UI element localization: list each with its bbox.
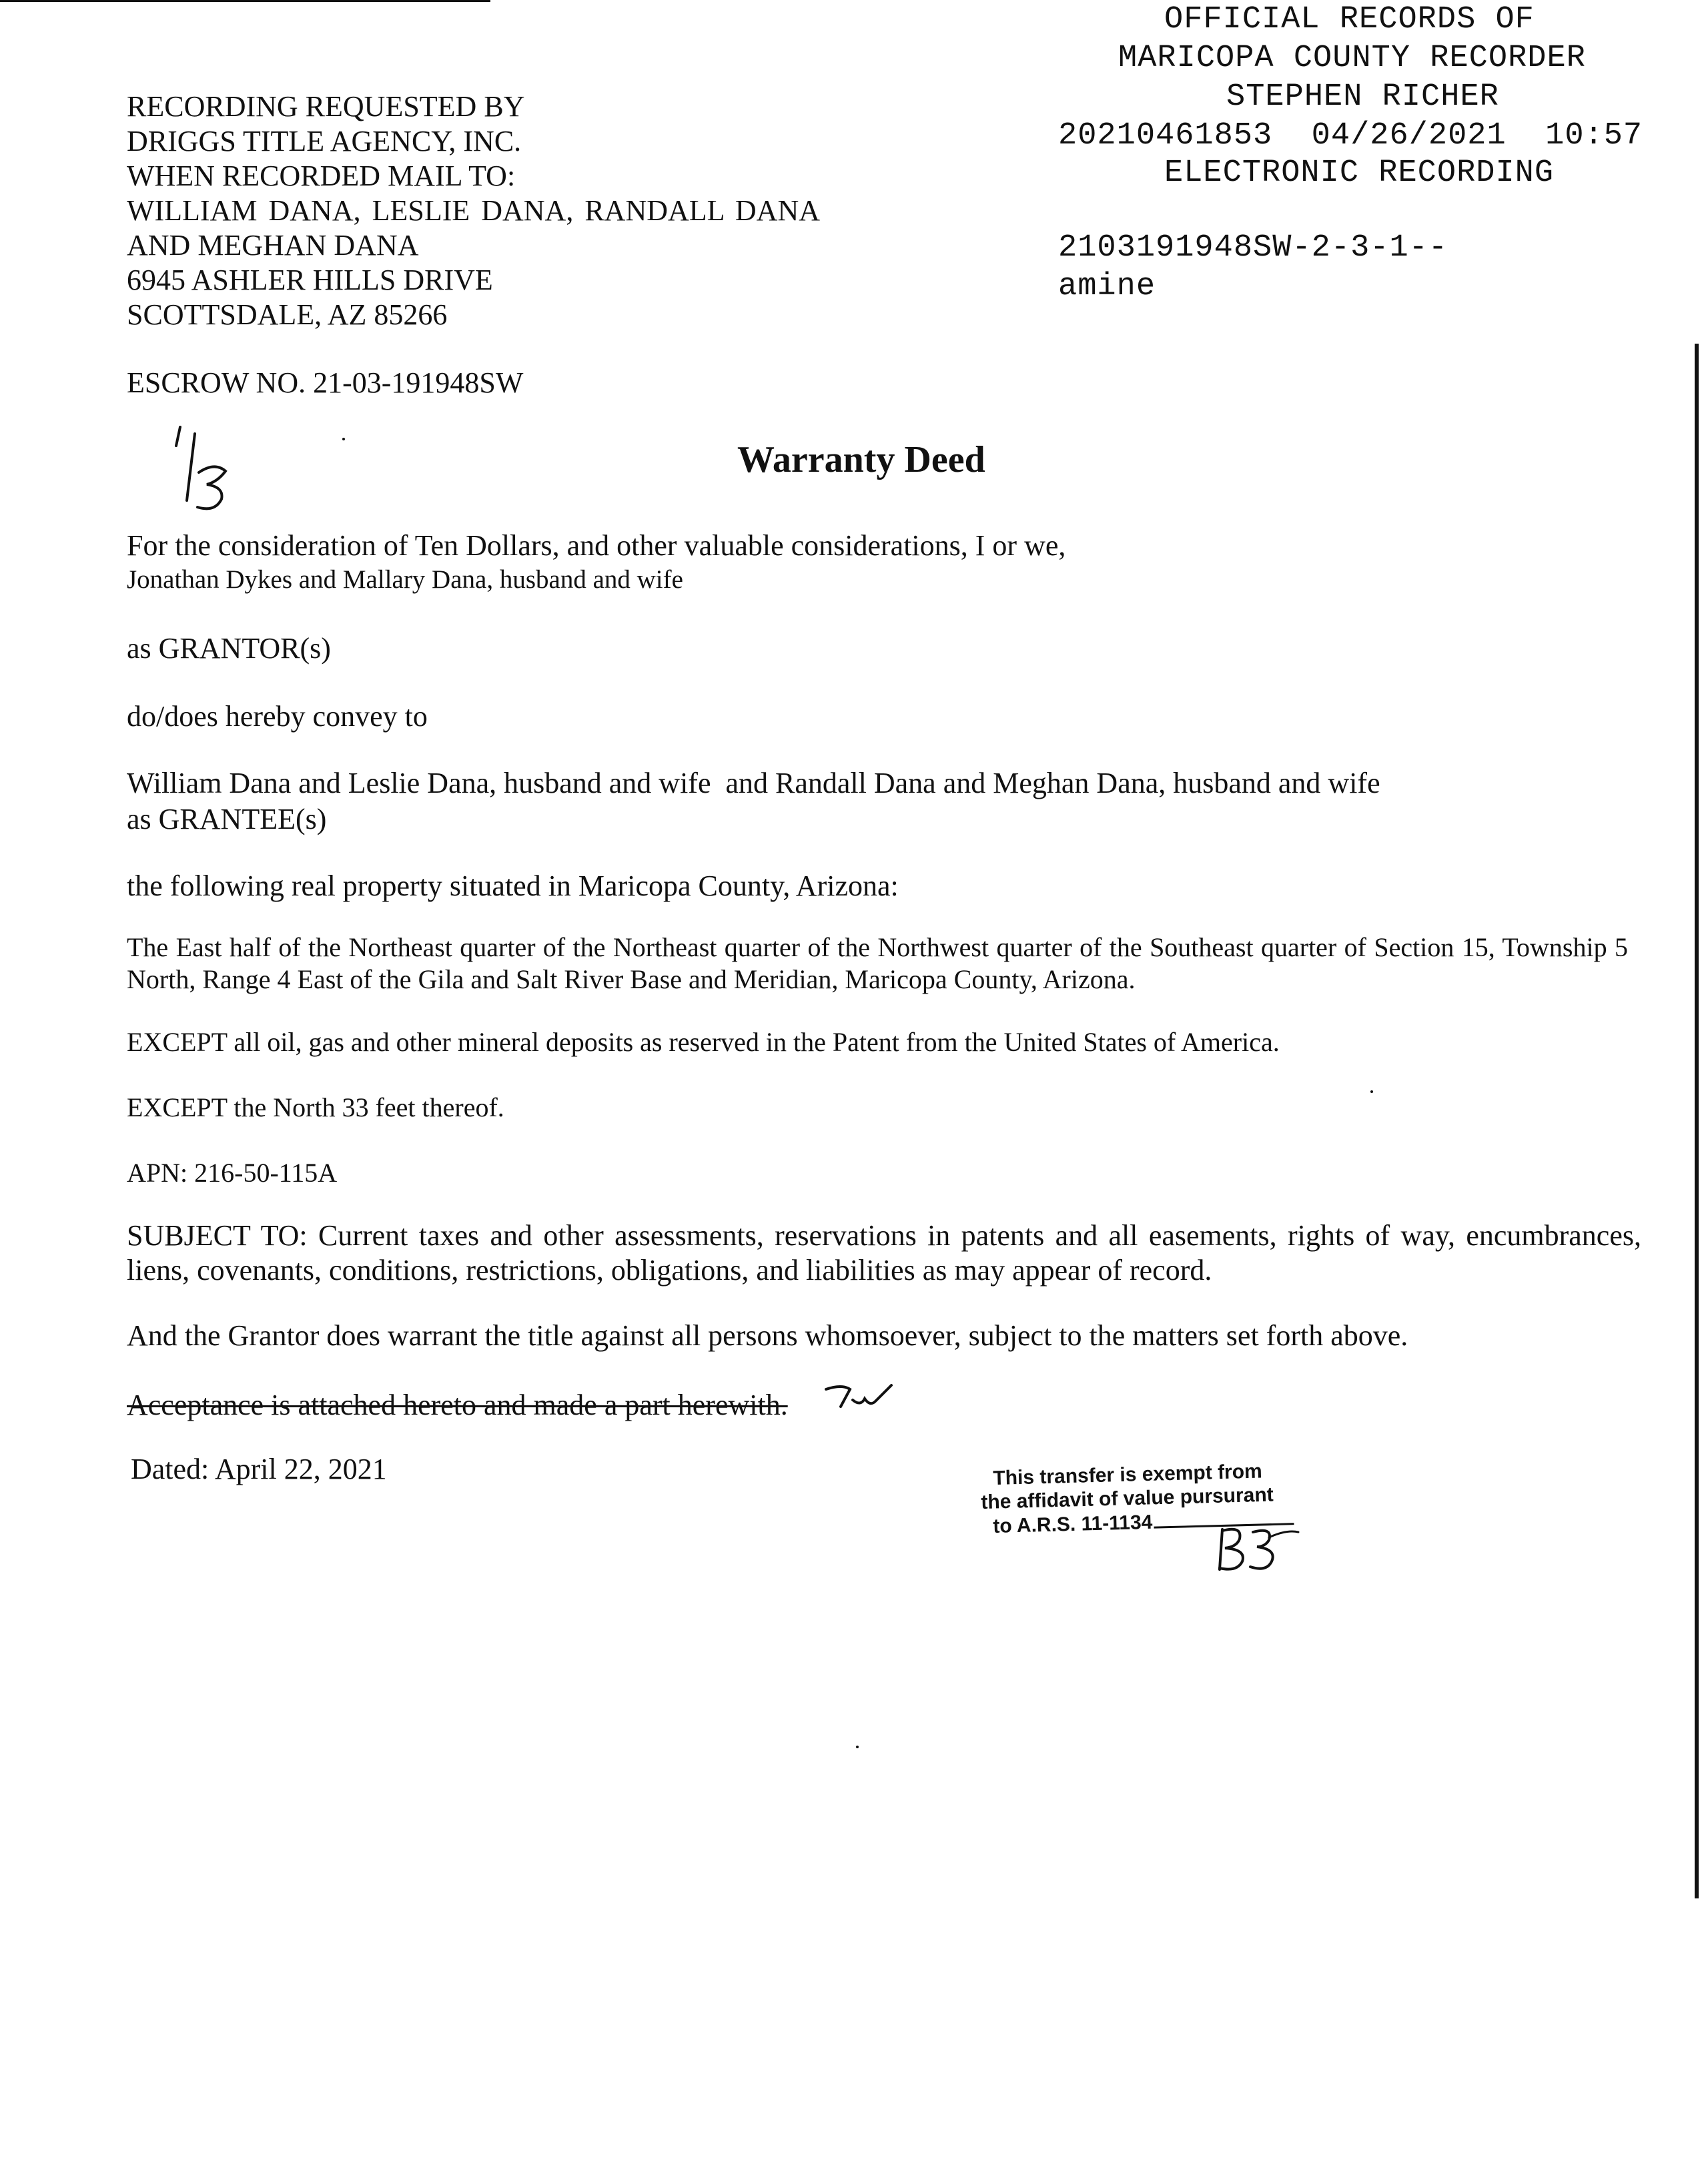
- stamp-ref-code: 2103191948SW-2-3-1--: [1058, 230, 1448, 266]
- warranty-clause: And the Grantor does warrant the title against all persons whomsoever, subject to the matters set forth above.: [127, 1319, 1408, 1352]
- scan-dot: [342, 438, 345, 440]
- exempt-line-1: This transfer is exempt from: [992, 1460, 1263, 1489]
- handwritten-page-number: [167, 420, 267, 520]
- handwritten-initials-bb: [1213, 1523, 1306, 1576]
- stamp-line-electronic: ELECTRONIC RECORDING: [1164, 155, 1555, 191]
- stamp-line-official-records: OFFICIAL RECORDS OF: [1164, 2, 1535, 37]
- dated-text: Dated: April 22, 2021: [131, 1453, 387, 1485]
- scan-edge-top: [0, 0, 490, 2]
- recording-line: AND MEGHAN DANA: [127, 229, 419, 262]
- handwritten-initials-acceptance: [822, 1380, 895, 1420]
- stamp-line-record-number: 20210461853 04/26/2021 10:57: [1058, 118, 1643, 153]
- stamp-operator: amine: [1058, 269, 1156, 304]
- recording-line: 6945 ASHLER HILLS DRIVE: [127, 264, 493, 296]
- apn-number: APN: 216-50-115A: [127, 1158, 338, 1188]
- consideration-text: For the consideration of Ten Dollars, and other valuable considerations, I or we,: [127, 529, 1066, 562]
- recording-line: WHEN RECORDED MAIL TO:: [127, 159, 516, 192]
- property-intro: the following real property situated in Maricopa County, Arizona:: [127, 869, 899, 902]
- recording-line: RECORDING REQUESTED BY: [127, 90, 525, 123]
- stamp-line-county-recorder: MARICOPA COUNTY RECORDER: [1118, 41, 1586, 76]
- document-title: Warranty Deed: [737, 439, 985, 480]
- except-mineral: EXCEPT all oil, gas and other mineral deposits as reserved in the Patent from the United States of America.: [127, 1027, 1280, 1057]
- scan-dot: [856, 1746, 859, 1748]
- grantee-names: William Dana and Leslie Dana, husband and wife and Randall Dana and Meghan Dana, husband and wife: [127, 767, 1380, 799]
- grantor-names: Jonathan Dykes and Mallary Dana, husband and wife: [127, 565, 683, 594]
- acceptance-struck: Acceptance is attached hereto and made a part herewith.: [127, 1389, 788, 1421]
- except-north: EXCEPT the North 33 feet thereof.: [127, 1092, 504, 1122]
- subject-to-clause: SUBJECT TO: Current taxes and other assessments, reservations in patents and all easements, rights of way, encumbrances, liens, covenants, conditions, restrictions, obligations, and liabilities as may appear of record.: [127, 1219, 1641, 1287]
- convey-text: do/does hereby convey to: [127, 700, 428, 733]
- as-grantee: as GRANTEE(s): [127, 803, 327, 835]
- scan-dot: [1370, 1090, 1373, 1093]
- stamp-line-recorder-name: STEPHEN RICHER: [1226, 79, 1499, 115]
- scan-edge-right: [1695, 344, 1699, 1898]
- exempt-line-2: the affidavit of value pursurant: [980, 1483, 1274, 1513]
- recording-line: DRIGGS TITLE AGENCY, INC.: [127, 125, 522, 157]
- recording-line: SCOTTSDALE, AZ 85266: [127, 298, 448, 331]
- escrow-number: ESCROW NO. 21-03-191948SW: [127, 366, 524, 399]
- legal-description: The East half of the Northeast quarter of the Northeast quarter of the Northwest quarter of the Southeast quarter of Section 15, Township 5 North, Range 4 East of the Gila and Salt River Base and Meridian, Maricopa County, Arizona.: [127, 932, 1628, 994]
- exempt-line-3-text: to A.R.S. 11-1134: [992, 1511, 1153, 1537]
- recording-line: WILLIAM DANA, LESLIE DANA, RANDALL DANA: [127, 194, 820, 227]
- as-grantor: as GRANTOR(s): [127, 632, 331, 665]
